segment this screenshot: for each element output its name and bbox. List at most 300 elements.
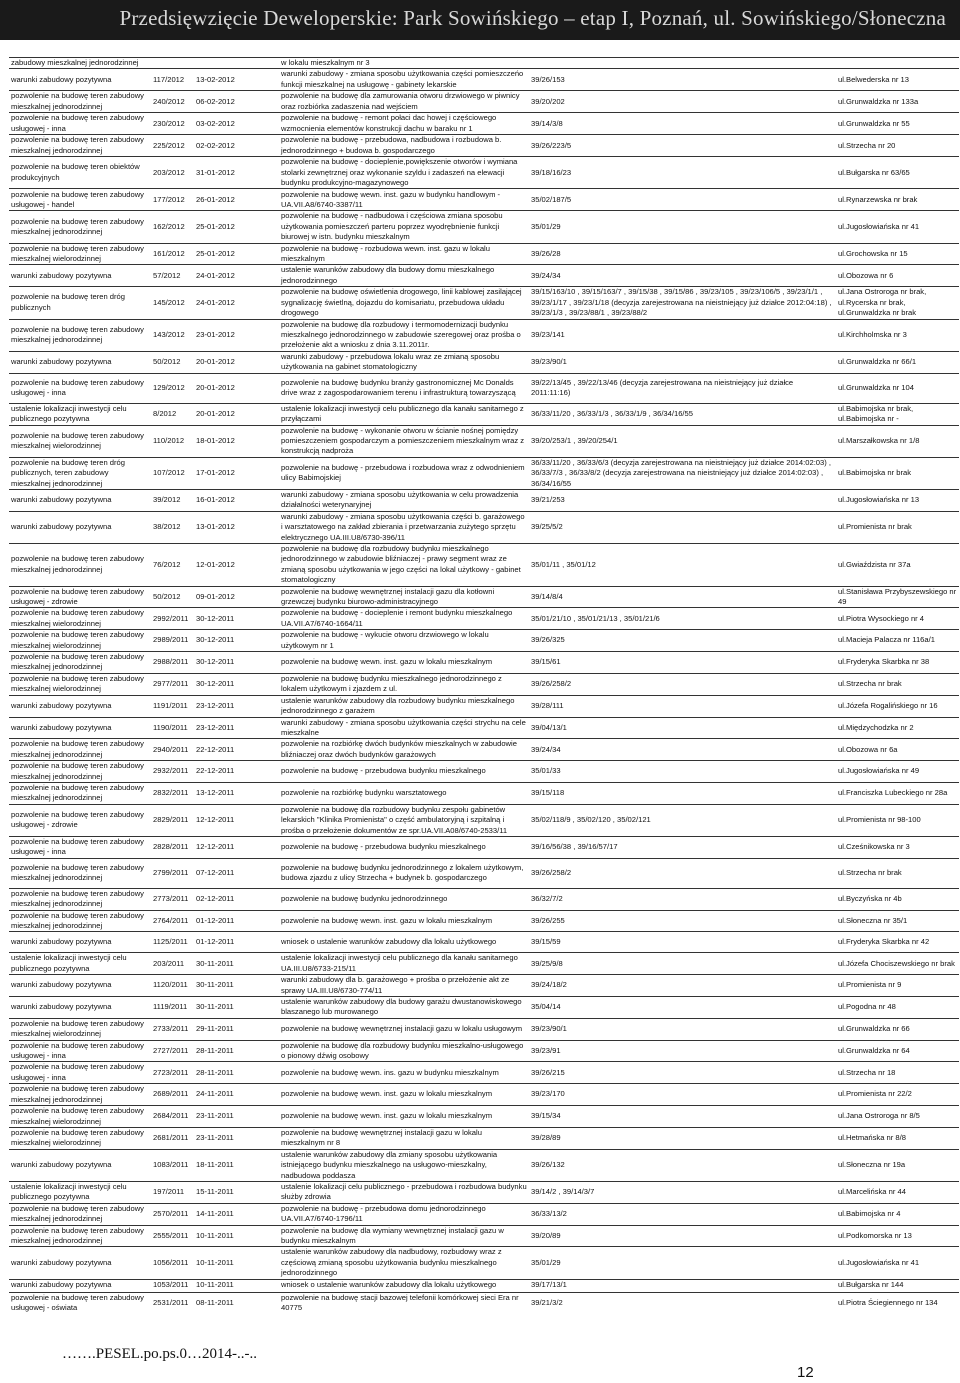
description-cell: w lokalu mieszkalnym nr 3 xyxy=(279,58,529,69)
address-cell: ul.Grunwaldzka nr 55 xyxy=(836,113,959,135)
date-cell: 09-01-2012 xyxy=(194,586,279,608)
document-title: Przedsięwzięcie Deweloperskie: Park Sowińskiego – etap I, Poznań, ul. Sowińskiego/Słoneczna xyxy=(119,6,946,30)
date-cell: 24-01-2012 xyxy=(194,265,279,287)
description-cell: pozwolenie na rozbiórkę dwóch budynków mieszkalnych w zabudowie bliźniaczej oraz dwóch budynków garażowych xyxy=(279,739,529,761)
address-cell: ul.Babimojska nr brak, ul.Babimojska nr - xyxy=(836,403,959,425)
table-row xyxy=(9,652,959,674)
document-banner xyxy=(0,0,960,40)
number-cell: 230/2012 xyxy=(151,113,194,135)
number-cell: 2977/2011 xyxy=(151,673,194,695)
type-cell: pozwolenie na budowę teren zabudowy mieszkalnej wielorodzinnej xyxy=(9,1127,151,1149)
address-cell: ul.Obozowa nr 6 xyxy=(836,265,959,287)
description-cell: pozwolenie na budowę dla rozbudowy budynku zespołu gabinetów lekarskich "Klinika Promienista" o część ambulatoryjną i szpitalną i prośba o przełożenie dokumentów ze spr.UA.VII.A08/6740-2533/11 xyxy=(279,804,529,836)
plots-cell: 35/01/21/10 , 35/01/21/13 , 35/01/21/6 xyxy=(529,608,836,630)
plots-cell: 36/33/13/2 xyxy=(529,1203,836,1225)
description-cell: ustalenie warunków zabudowy dla budowy domu mieszkalnego jednorodzinnego xyxy=(279,265,529,287)
type-cell: pozwolenie na budowę teren zabudowy mieszkalnej jednorodzinnej xyxy=(9,782,151,804)
date-cell: 24-01-2012 xyxy=(194,287,279,319)
type-cell: pozwolenie na budowę teren zabudowy mieszkalnej jednorodzinnej xyxy=(9,652,151,674)
description-cell: pozwolenie na budowę dla zamurowania otworu drzwiowego w piwnicy oraz rozbiórka zadaszenia nad wejściem xyxy=(279,91,529,113)
table-row xyxy=(9,243,959,265)
number-cell: 57/2012 xyxy=(151,265,194,287)
date-cell: 22-12-2011 xyxy=(194,761,279,783)
table-row xyxy=(9,91,959,113)
type-cell: warunki zabudowy pozytywna xyxy=(9,717,151,739)
type-cell: pozwolenie na budowę teren dróg publicznych, teren zabudowy mieszkalnej jednorodzinnej xyxy=(9,457,151,489)
plots-cell: 39/15/163/10 , 39/15/163/7 , 39/15/38 , 39/15/86 , 39/23/105 , 39/23/106/5 , 39/23/1/1 , 39/23/1/17 , 39/23/1/18 (decyzja zarejestrowana na nieistniejący już działce 2012:04:18) , 39/23/1/3 , 39/23/88/1 , 39/23/88/2 xyxy=(529,287,836,319)
number-cell: 2828/2011 xyxy=(151,836,194,858)
address-cell: ul.Grunwaldzka nr 104 xyxy=(836,373,959,403)
number-cell: 1053/2011 xyxy=(151,1279,194,1292)
permits-table-container xyxy=(9,57,959,1313)
type-cell: pozwolenie na budowę teren obiektów produkcyjnych xyxy=(9,157,151,189)
address-cell: ul.Słoneczna nr 35/1 xyxy=(836,910,959,932)
date-cell: 30-12-2011 xyxy=(194,608,279,630)
type-cell: warunki zabudowy pozytywna xyxy=(9,1279,151,1292)
type-cell: ustalenie lokalizacji inwestycji celu publicznego pozytywna xyxy=(9,403,151,425)
date-cell: 23-11-2011 xyxy=(194,1127,279,1149)
date-cell: 30-12-2011 xyxy=(194,630,279,652)
date-cell: 28-11-2011 xyxy=(194,1040,279,1062)
type-cell: pozwolenie na budowę teren zabudowy mieszkalnej jednorodzinnej xyxy=(9,858,151,888)
plots-cell: 39/26/215 xyxy=(529,1062,836,1084)
description-cell: pozwolenie na budowę - docieplenie,powiększenie otworów i wymiana stolarki zewnętrznej oraz wykonanie szyldu i zadaszeń na elewacji budynku produkcyjno-magazynowego xyxy=(279,157,529,189)
date-cell: 14-11-2011 xyxy=(194,1203,279,1225)
description-cell: pozwolenie na budowę dla wymiany wewnętrznej instalacji gazu w budynku mieszkalnym xyxy=(279,1225,529,1247)
description-cell: pozwolenie na budowę dla rozbudowy budynku mieszkalnego jednorodzinnego w zabudowie bliźniaczej - prawy segment wraz ze zmianą sposobu użytkowania w jego części na lokal użytkowy - gabinet stomatologiczny xyxy=(279,544,529,587)
description-cell: pozwolenie na budowę wewnętrznej instalacji gazu w lokalu usługowym xyxy=(279,1018,529,1040)
type-cell: pozwolenie na budowę teren zabudowy usługowej - oświata xyxy=(9,1292,151,1313)
date-cell: 30-11-2011 xyxy=(194,953,279,975)
type-cell: pozwolenie na budowę teren zabudowy mieszkalnej wielorodzinnej xyxy=(9,630,151,652)
date-cell: 17-01-2012 xyxy=(194,457,279,489)
table-row xyxy=(9,1181,959,1203)
plots-cell: 39/20/253/1 , 39/20/254/1 xyxy=(529,425,836,457)
description-cell: pozwolenie na budowę - wykucie otworu drzwiowego w lokalu użytkowym nr 1 xyxy=(279,630,529,652)
address-cell: ul.Grunwaldzka nr 64 xyxy=(836,1040,959,1062)
plots-cell: 39/23/90/1 xyxy=(529,1018,836,1040)
number-cell: 1120/2011 xyxy=(151,975,194,997)
plots-cell: 36/33/11/20 , 36/33/6/3 (decyzja zarejestrowana na nieistniejący już działce 2014:02:03) , 36/33/7/3 , 36/33/8/2 (decyzja zarejestrowana na nieistniejący już działce 2014:02:03) , 36/34/16/55 xyxy=(529,457,836,489)
plots-cell: 39/16/56/38 , 39/16/57/17 xyxy=(529,836,836,858)
plots-cell: 39/22/13/45 , 39/22/13/46 (decyzja zarejestrowana na nieistniejący już działce 2011:11:16) xyxy=(529,373,836,403)
type-cell: warunki zabudowy pozytywna xyxy=(9,932,151,953)
description-cell: pozwolenie na budowę wewn. inst. gazu w lokalu mieszkalnym xyxy=(279,652,529,674)
number-cell: 2988/2011 xyxy=(151,652,194,674)
date-cell: 20-01-2012 xyxy=(194,373,279,403)
permits-table-body xyxy=(9,58,959,1314)
footer-code: …….PESEL.po.ps.0…2014-..-.. xyxy=(62,1346,257,1362)
date-cell: 01-12-2011 xyxy=(194,910,279,932)
date-cell: 25-01-2012 xyxy=(194,243,279,265)
table-row xyxy=(9,157,959,189)
address-cell: ul.Jana Ostroroga nr brak, ul.Rycerska nr brak, ul.Grunwaldzka nr brak xyxy=(836,287,959,319)
address-cell: ul.Promienista nr 98-100 xyxy=(836,804,959,836)
type-cell: pozwolenie na budowę teren zabudowy mieszkalnej jednorodzinnej xyxy=(9,1084,151,1106)
address-cell: ul.Kirchholmska nr 3 xyxy=(836,319,959,351)
plots-cell: 39/15/59 xyxy=(529,932,836,953)
description-cell: ustalenie warunków zabudowy dla rozbudowy budynku mieszkalnego jednorodzinnego z garażem xyxy=(279,695,529,717)
address-cell: ul.Strzecha nr brak xyxy=(836,673,959,695)
date-cell: 20-01-2012 xyxy=(194,351,279,373)
number-cell: 1083/2011 xyxy=(151,1149,194,1181)
plots-cell: 35/02/187/5 xyxy=(529,189,836,211)
table-row xyxy=(9,717,959,739)
table-row xyxy=(9,739,959,761)
plots-cell: 39/26/28 xyxy=(529,243,836,265)
type-cell: warunki zabudowy pozytywna xyxy=(9,489,151,511)
type-cell: warunki zabudowy pozytywna xyxy=(9,997,151,1019)
type-cell: pozwolenie na budowę teren zabudowy mieszkalnej jednorodzinnej xyxy=(9,910,151,932)
date-cell: 06-02-2012 xyxy=(194,91,279,113)
description-cell: warunki zabudowy dla b. garażowego + prośba o przełożenie akt ze sprawy UA.III.U8/6730-774/11 xyxy=(279,975,529,997)
description-cell: pozwolenie na budowę stacji bazowej telefonii komórkowej sieci Era nr 40775 xyxy=(279,1292,529,1313)
plots-cell: 39/25/9/8 xyxy=(529,953,836,975)
type-cell: warunki zabudowy pozytywna xyxy=(9,351,151,373)
number-cell: 1119/2011 xyxy=(151,997,194,1019)
number-cell: 1056/2011 xyxy=(151,1247,194,1279)
table-row xyxy=(9,265,959,287)
table-row xyxy=(9,1106,959,1128)
type-cell: pozwolenie na budowę teren zabudowy usługowej - zdrowie xyxy=(9,804,151,836)
table-row xyxy=(9,975,959,997)
description-cell: pozwolenie na budowę wewnętrznej instalacji gazu w lokalu mieszkalnym nr 8 xyxy=(279,1127,529,1149)
date-cell: 02-02-2012 xyxy=(194,135,279,157)
description-cell: ustalenie lokalizacji celu publicznego - przebudowa i rozbudowa budynku służby zdrowia xyxy=(279,1181,529,1203)
description-cell: pozwolenie na budowę - wykonanie otworu w ścianie nośnej pomiędzy pomieszczeniem gospodarczym a pomieszczeniem mieszkalnym wraz z konstrukcją nadproża xyxy=(279,425,529,457)
table-row xyxy=(9,1247,959,1279)
plots-cell: 39/23/90/1 xyxy=(529,351,836,373)
address-cell: ul.Grunwaldzka nr 66/1 xyxy=(836,351,959,373)
address-cell: ul.Cześnikowska nr 3 xyxy=(836,836,959,858)
address-cell: ul.Babimojska nr 4 xyxy=(836,1203,959,1225)
date-cell: 30-11-2011 xyxy=(194,997,279,1019)
date-cell: 18-01-2012 xyxy=(194,425,279,457)
description-cell: pozwolenie na budowę wewn. inst. gazu w lokalu mieszkalnym xyxy=(279,1106,529,1128)
address-cell: ul.Franciszka Lubeckiego nr 28a xyxy=(836,782,959,804)
date-cell: 02-12-2011 xyxy=(194,888,279,910)
plots-cell: 39/15/118 xyxy=(529,782,836,804)
table-row xyxy=(9,511,959,543)
type-cell: pozwolenie na budowę teren zabudowy mieszkalnej wielorodzinnej xyxy=(9,673,151,695)
table-row xyxy=(9,953,959,975)
table-row xyxy=(9,1062,959,1084)
plots-cell: 39/26/255 xyxy=(529,910,836,932)
address-cell: ul.Obozowa nr 6a xyxy=(836,739,959,761)
address-cell: ul.Piotra Wysockiego nr 4 xyxy=(836,608,959,630)
address-cell: ul.Macieja Palacza nr 116a/1 xyxy=(836,630,959,652)
type-cell: warunki zabudowy pozytywna xyxy=(9,265,151,287)
number-cell: 2940/2011 xyxy=(151,739,194,761)
number-cell: 225/2012 xyxy=(151,135,194,157)
date-cell: 15-11-2011 xyxy=(194,1181,279,1203)
table-row xyxy=(9,69,959,91)
address-cell: ul.Grunwaldzka nr 133a xyxy=(836,91,959,113)
description-cell: pozwolenie na budowę - docieplenie i remont budynku mieszkalnego UA.VII.A7/6740-1664/11 xyxy=(279,608,529,630)
description-cell: warunki zabudowy - zmiana sposobu użytkowania części strychu na cele mieszkalne xyxy=(279,717,529,739)
plots-cell: 39/14/3/8 xyxy=(529,113,836,135)
plots-cell: 39/25/5/2 xyxy=(529,511,836,543)
date-cell: 23-01-2012 xyxy=(194,319,279,351)
table-row xyxy=(9,1018,959,1040)
table-row xyxy=(9,403,959,425)
table-row xyxy=(9,804,959,836)
plots-cell: 39/24/18/2 xyxy=(529,975,836,997)
type-cell: pozwolenie na budowę teren zabudowy mieszkalnej jednorodzinnej xyxy=(9,888,151,910)
type-cell: pozwolenie na budowę teren zabudowy mieszkalnej wielorodzinnej xyxy=(9,1106,151,1128)
date-cell: 23-12-2011 xyxy=(194,717,279,739)
table-row xyxy=(9,1292,959,1313)
number-cell: 2773/2011 xyxy=(151,888,194,910)
address-cell: ul.Strzecha nr 20 xyxy=(836,135,959,157)
address-cell: ul.Piotra Ściegiennego nr 134 xyxy=(836,1292,959,1313)
number-cell: 1191/2011 xyxy=(151,695,194,717)
address-cell: ul.Hetmańska nr 8/8 xyxy=(836,1127,959,1149)
number-cell: 1125/2011 xyxy=(151,932,194,953)
plots-cell: 39/21/253 xyxy=(529,489,836,511)
plots-cell: 39/23/91 xyxy=(529,1040,836,1062)
date-cell: 13-12-2011 xyxy=(194,782,279,804)
description-cell: ustalenie warunków zabudowy dla budowy garażu dwustanowiskowego blaszanego lub murowanego xyxy=(279,997,529,1019)
table-row xyxy=(9,1127,959,1149)
address-cell: ul.Strzecha nr brak xyxy=(836,858,959,888)
date-cell: 26-01-2012 xyxy=(194,189,279,211)
description-cell: warunki zabudowy - zmiana sposobu użytkowania w celu prowadzenia działalności weterynaryjnej xyxy=(279,489,529,511)
address-cell: ul.Fryderyka Skarbka nr 42 xyxy=(836,932,959,953)
table-row xyxy=(9,189,959,211)
number-cell: 203/2011 xyxy=(151,953,194,975)
table-row xyxy=(9,211,959,243)
type-cell: pozwolenie na budowę teren zabudowy mieszkalnej jednorodzinnej xyxy=(9,544,151,587)
table-row xyxy=(9,608,959,630)
table-row xyxy=(9,489,959,511)
plots-cell: 39/26/223/5 xyxy=(529,135,836,157)
address-cell: ul.Promienista nr 9 xyxy=(836,975,959,997)
number-cell: 203/2012 xyxy=(151,157,194,189)
type-cell: zabudowy mieszkalnej jednorodzinnej xyxy=(9,58,151,69)
date-cell: 01-12-2011 xyxy=(194,932,279,953)
description-cell: pozwolenie na budowę - nadbudowa i częściowa zmiana sposobu użytkowania pomieszczeń parteru poprzez wyodrębnienie funkcji biurowej w istn. budynku mieszkalnym xyxy=(279,211,529,243)
date-cell: 16-01-2012 xyxy=(194,489,279,511)
date-cell: 29-11-2011 xyxy=(194,1018,279,1040)
number-cell: 38/2012 xyxy=(151,511,194,543)
date-cell: 10-11-2011 xyxy=(194,1247,279,1279)
number-cell: 1190/2011 xyxy=(151,717,194,739)
date-cell: 31-01-2012 xyxy=(194,157,279,189)
table-row xyxy=(9,782,959,804)
number-cell: 177/2012 xyxy=(151,189,194,211)
table-row xyxy=(9,1279,959,1292)
address-cell: ul.Gwiaździsta nr 37a xyxy=(836,544,959,587)
number-cell: 162/2012 xyxy=(151,211,194,243)
address-cell: ul.Józefa Rogalińskiego nr 16 xyxy=(836,695,959,717)
description-cell: pozwolenie na budowę - przebudowa, nadbudowa i rozbudowa b. jednorodzinnego + budowa b. gospodarczego xyxy=(279,135,529,157)
table-row xyxy=(9,135,959,157)
type-cell: warunki zabudowy pozytywna xyxy=(9,975,151,997)
description-cell: pozwolenie na budowę - przebudowa budynku mieszkalnego xyxy=(279,836,529,858)
address-cell: ul.Marcelińska nr 44 xyxy=(836,1181,959,1203)
description-cell: ustalenie warunków zabudowy dla zmiany sposobu użytkowania istniejącego budynku mieszkalnego na usługowo-mieszkalny, nadbudowa poddasza xyxy=(279,1149,529,1181)
number-cell: 2555/2011 xyxy=(151,1225,194,1247)
number-cell: 39/2012 xyxy=(151,489,194,511)
plots-cell: 39/26/325 xyxy=(529,630,836,652)
description-cell: wniosek o ustalenie warunków zabudowy dla lokalu użytkowego xyxy=(279,1279,529,1292)
plots-cell: 35/01/29 xyxy=(529,211,836,243)
plots-cell: 39/04/13/1 xyxy=(529,717,836,739)
description-cell: warunki zabudowy - zmiana sposobu użytkowania części pomieszczeńo funkcji mieszkalnej na usługowę - gabinety lekarskie xyxy=(279,69,529,91)
address-cell: ul.Jugosłowiańska nr 41 xyxy=(836,211,959,243)
table-row xyxy=(9,1203,959,1225)
table-row xyxy=(9,1084,959,1106)
description-cell: pozwolenie na budowę budynku mieszkalnego jednorodzinnego z lokalem użytkowym i zjazdem z ul. xyxy=(279,673,529,695)
plots-cell: 39/21/3/2 xyxy=(529,1292,836,1313)
plots-cell: 39/14/2 , 39/14/3/7 xyxy=(529,1181,836,1203)
date-cell: 20-01-2012 xyxy=(194,403,279,425)
plots-cell: 39/23/141 xyxy=(529,319,836,351)
address-cell: ul.Jugosłowiańska nr 13 xyxy=(836,489,959,511)
description-cell: pozwolenie na rozbiórkę budynku warsztatowego xyxy=(279,782,529,804)
number-cell: 2733/2011 xyxy=(151,1018,194,1040)
plots-cell: 35/02/118/9 , 35/02/120 , 35/02/121 xyxy=(529,804,836,836)
plots-cell: 39/26/132 xyxy=(529,1149,836,1181)
table-row xyxy=(9,932,959,953)
type-cell: pozwolenie na budowę teren zabudowy mieszkalnej jednorodzinnej xyxy=(9,135,151,157)
number-cell: 145/2012 xyxy=(151,287,194,319)
type-cell: pozwolenie na budowę teren zabudowy usługowej - handel xyxy=(9,189,151,211)
description-cell: pozwolenie na budowę - remont połaci dac howej i częściowego wzmocnienia elementów konstrukcji dachu w baraku nr 1 xyxy=(279,113,529,135)
address-cell: ul.Grunwaldzka nr 66 xyxy=(836,1018,959,1040)
number-cell xyxy=(151,58,194,69)
plots-cell: 35/01/11 , 35/01/12 xyxy=(529,544,836,587)
number-cell: 2932/2011 xyxy=(151,761,194,783)
address-cell: ul.Grochowska nr 15 xyxy=(836,243,959,265)
type-cell: pozwolenie na budowę teren zabudowy mieszkalnej jednorodzinnej xyxy=(9,91,151,113)
table-row xyxy=(9,544,959,587)
date-cell: 12-01-2012 xyxy=(194,544,279,587)
type-cell: pozwolenie na budowę teren zabudowy mieszkalnej jednorodzinnej xyxy=(9,211,151,243)
address-cell: ul.Jugosłowiańska nr 49 xyxy=(836,761,959,783)
description-cell: ustalenie lokalizacji inwestycji celu publicznego dla kanału sanitarnego z przyłączami xyxy=(279,403,529,425)
table-row xyxy=(9,836,959,858)
date-cell: 28-11-2011 xyxy=(194,1062,279,1084)
date-cell: 18-11-2011 xyxy=(194,1149,279,1181)
description-cell: ustalenie lokalizacji inwestycji celu publicznego dla kanału sanitarnego UA.III.U8/6733-215/11 xyxy=(279,953,529,975)
number-cell: 197/2011 xyxy=(151,1181,194,1203)
description-cell: pozwolenie na budowę budynku jednorodzinnego z lokalem użytkowym, budowa zjazdu z ulicy Strzecha + budynek b. gospodarczego xyxy=(279,858,529,888)
number-cell: 76/2012 xyxy=(151,544,194,587)
type-cell: warunki zabudowy pozytywna xyxy=(9,69,151,91)
type-cell: warunki zabudowy pozytywna xyxy=(9,695,151,717)
type-cell: pozwolenie na budowę teren zabudowy usługowej - inna xyxy=(9,113,151,135)
date-cell: 12-12-2011 xyxy=(194,804,279,836)
type-cell: pozwolenie na budowę teren dróg publicznych xyxy=(9,287,151,319)
plots-cell: 39/26/258/2 xyxy=(529,858,836,888)
address-cell: ul.Jana Ostroroga nr 8/5 xyxy=(836,1106,959,1128)
address-cell: ul.Stanisława Przybyszewskiego nr 49 xyxy=(836,586,959,608)
plots-cell: 39/17/13/1 xyxy=(529,1279,836,1292)
table-row xyxy=(9,997,959,1019)
address-cell: ul.Byczyńska nr 4b xyxy=(836,888,959,910)
description-cell: pozwolenie na budowę wewn. ins. gazu w budynku mieszkalnym xyxy=(279,1062,529,1084)
number-cell: 240/2012 xyxy=(151,91,194,113)
date-cell: 23-12-2011 xyxy=(194,695,279,717)
table-row xyxy=(9,630,959,652)
description-cell: pozwolenie na budowę - przebudowa i rozbudowa wraz z odwodnieniem ulicy Babimojskiej xyxy=(279,457,529,489)
type-cell: pozwolenie na budowę teren zabudowy mieszkalnej wielorodzinnej xyxy=(9,425,151,457)
type-cell: pozwolenie na budowę teren zabudowy usługowej - inna xyxy=(9,373,151,403)
permits-table xyxy=(9,57,959,1313)
number-cell: 2832/2011 xyxy=(151,782,194,804)
address-cell: ul.Fryderyka Skarbka nr 38 xyxy=(836,652,959,674)
plots-cell: 39/15/34 xyxy=(529,1106,836,1128)
type-cell: warunki zabudowy pozytywna xyxy=(9,511,151,543)
page-number: 12 xyxy=(797,1364,814,1381)
address-cell: ul.Jugosłowiańska nr 41 xyxy=(836,1247,959,1279)
plots-cell: 39/26/258/2 xyxy=(529,673,836,695)
plots-cell: 36/33/11/20 , 36/33/1/3 , 36/33/1/9 , 36/34/16/55 xyxy=(529,403,836,425)
type-cell: ustalenie lokalizacji inwestycji celu publicznego pozytywna xyxy=(9,953,151,975)
number-cell: 2531/2011 xyxy=(151,1292,194,1313)
plots-cell: 36/32/7/2 xyxy=(529,888,836,910)
table-row xyxy=(9,113,959,135)
type-cell: pozwolenie na budowę teren zabudowy usługowej - inna xyxy=(9,1062,151,1084)
plots-cell: 39/20/202 xyxy=(529,91,836,113)
number-cell: 50/2012 xyxy=(151,586,194,608)
description-cell: pozwolenie na budowę wewn. inst. gazu w budynku handlowym - UA.VII.A8/6740-3387/11 xyxy=(279,189,529,211)
description-cell: pozwolenie na budowę dla rozbudowy budynku mieszkalno-usługowego o pionowy dźwig osobowy xyxy=(279,1040,529,1062)
description-cell: pozwolenie na budowę wewn. inst. gazu w lokalu mieszkalnym xyxy=(279,910,529,932)
table-row xyxy=(9,425,959,457)
number-cell: 2799/2011 xyxy=(151,858,194,888)
address-cell: ul.Strzecha nr 18 xyxy=(836,1062,959,1084)
number-cell: 2727/2011 xyxy=(151,1040,194,1062)
plots-cell: 35/04/14 xyxy=(529,997,836,1019)
description-cell: ustalenie warunków zabudowy dla nadbudowy, rozbudowy wraz z częściową zmianą sposobu użytkowania budynku mieszkalnego jednorodzinnego xyxy=(279,1247,529,1279)
address-cell: ul.Józefa Chociszewskiego nr brak xyxy=(836,953,959,975)
number-cell: 110/2012 xyxy=(151,425,194,457)
description-cell: pozwolenie na budowę dla rozbudowy i termomodernizacji budynku mieszkalnego jednorodzinnego w zabudowie szeregowej oraz prośba o przełożenie akt a wniosku z dnia 3.11.2011r. xyxy=(279,319,529,351)
type-cell: warunki zabudowy pozytywna xyxy=(9,1247,151,1279)
date-cell: 24-11-2011 xyxy=(194,1084,279,1106)
number-cell: 143/2012 xyxy=(151,319,194,351)
date-cell: 10-11-2011 xyxy=(194,1279,279,1292)
description-cell: pozwolenie na budowę budynku branży gastronomicznej Mc Donalds drive wraz z zagospodarowaniem terenu i infrastrukturą towarzyszącą xyxy=(279,373,529,403)
date-cell: 13-01-2012 xyxy=(194,511,279,543)
number-cell: 2829/2011 xyxy=(151,804,194,836)
address-cell: ul.Międzychodzka nr 2 xyxy=(836,717,959,739)
address-cell: ul.Promienista nr brak xyxy=(836,511,959,543)
address-cell: ul.Bułgarska nr 63/65 xyxy=(836,157,959,189)
number-cell: 107/2012 xyxy=(151,457,194,489)
address-cell: ul.Rynarzewska nr brak xyxy=(836,189,959,211)
plots-cell xyxy=(529,58,836,69)
date-cell: 30-11-2011 xyxy=(194,975,279,997)
description-cell: pozwolenie na budowę - przebudowa budynku mieszkalnego xyxy=(279,761,529,783)
table-row xyxy=(9,351,959,373)
description-cell: wniosek o ustalenie warunków zabudowy dla lokalu użytkowego xyxy=(279,932,529,953)
address-cell: ul.Bułgarska nr 144 xyxy=(836,1279,959,1292)
table-row xyxy=(9,1149,959,1181)
table-row xyxy=(9,373,959,403)
table-row xyxy=(9,695,959,717)
date-cell: 23-11-2011 xyxy=(194,1106,279,1128)
address-cell xyxy=(836,58,959,69)
type-cell: pozwolenie na budowę teren zabudowy mieszkalnej jednorodzinnej xyxy=(9,761,151,783)
description-cell: pozwolenie na budowę - przebudowa domu jednorodzinnego UA.VII.A7/6740-1796/11 xyxy=(279,1203,529,1225)
type-cell: pozwolenie na budowę teren zabudowy mieszkalnej wielorodzinnej xyxy=(9,608,151,630)
plots-cell: 39/26/153 xyxy=(529,69,836,91)
plots-cell: 35/01/33 xyxy=(529,761,836,783)
